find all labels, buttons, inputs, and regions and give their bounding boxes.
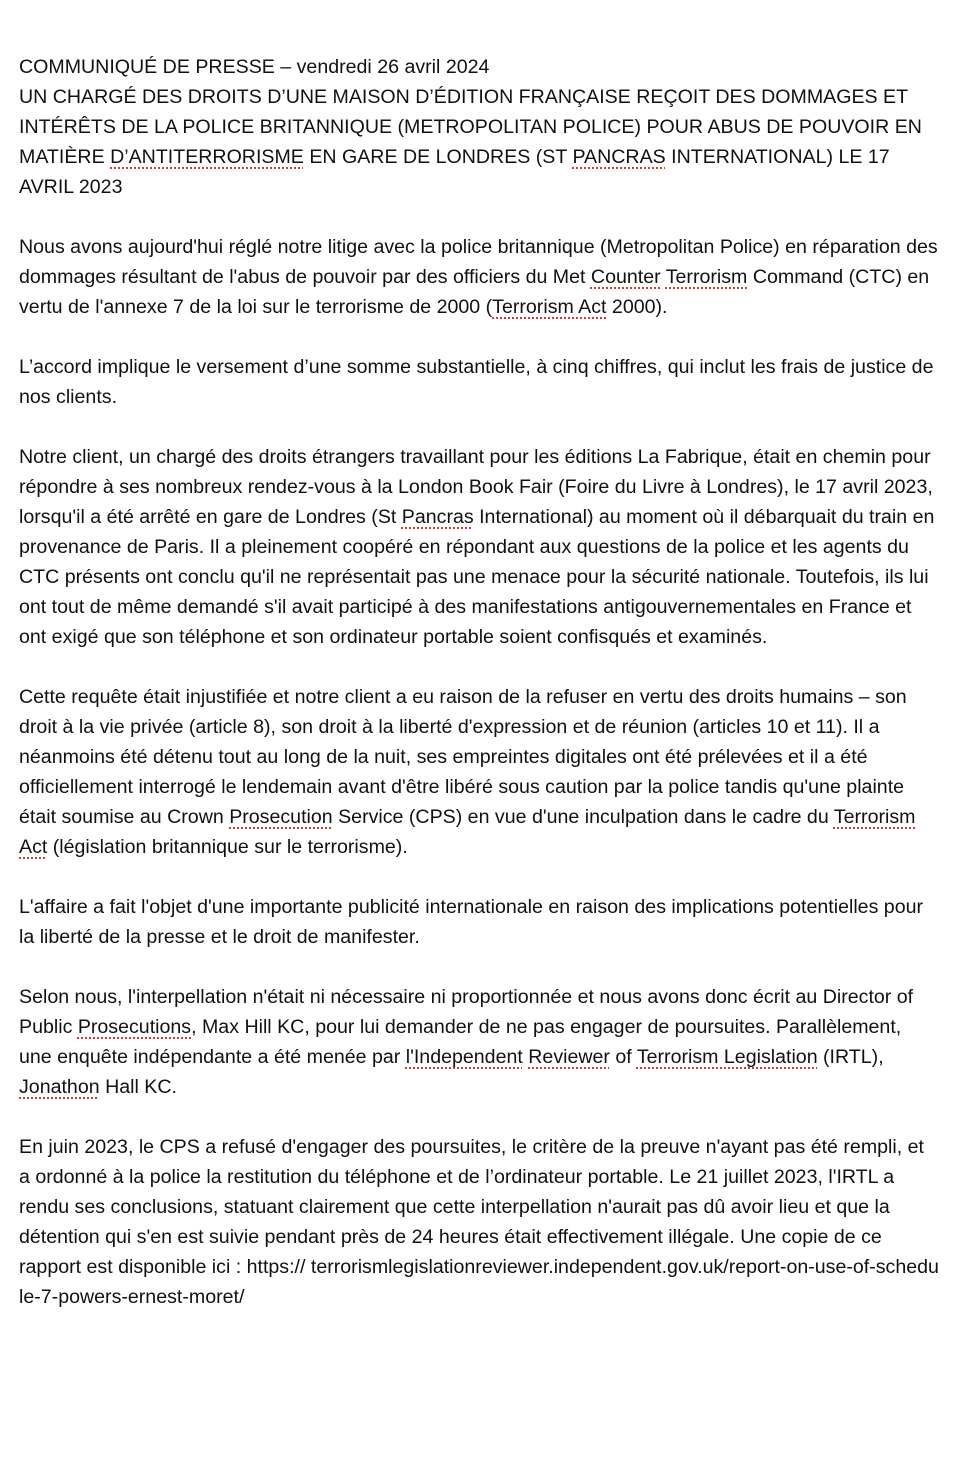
headline-text: EN GARE DE LONDRES (ST — [303, 146, 573, 168]
press-release-header — [19, 52, 939, 202]
spellcheck-word: Pancras — [401, 506, 474, 528]
paragraph-text: L'affaire a fait l'objet d'une importante publicité internationale en raison des implications potentielles pour la liberté de la presse et le droit de manifester. — [19, 896, 924, 948]
paragraph-text: Nous avons aujourd'hui réglé notre litige avec la police britannique (Metropolitan Police) en réparation des dommages résultant de l'abus de pouvoir par des officiers du Met — [19, 236, 938, 288]
paragraph-request — [19, 682, 939, 862]
spellcheck-word: Counter — [590, 266, 661, 288]
spellcheck-word: Terrorism Act — [19, 806, 916, 858]
spellcheck-word: Terrorism Act — [492, 296, 607, 318]
headline-text: INTERNATIONAL) LE 17 AVRIL 2023 — [19, 146, 890, 198]
paragraph-text: En juin 2023, le CPS a refusé d'engager des poursuites, le critère de la preuve n'ayant pas été rempli, et a ordonné à la police la restitution du téléphone et de l’ordinateur portable. Le 21 juillet 2023, l'IRTL a rendu ses conclusions, statuant clairement que cette interpellation n'aurait pas dû avoir lieu et que la détention qui s'en est suivie pendant près de 24 heures était effectivement illégale. Une copie de ce rapport est disponible ici : — [19, 1136, 924, 1278]
paragraph-text: (législation britannique sur le terrorisme). — [47, 836, 408, 858]
paragraph-outcome — [19, 1132, 939, 1312]
paragraph-text: of — [609, 1046, 637, 1068]
spellcheck-word: Reviewer — [528, 1046, 610, 1068]
press-release-body — [19, 52, 939, 1312]
paragraph-text: Hall KC. — [99, 1076, 177, 1098]
paragraph-text: Command (CTC) en vertu de l'annexe 7 de la loi sur le terrorisme de 2000 ( — [19, 266, 930, 318]
spellcheck-word: Prosecution — [229, 806, 333, 828]
paragraph-settlement — [19, 232, 939, 322]
paragraph-text: L’accord implique le versement d’une somme substantielle, à cinq chiffres, qui inclut les frais de justice de nos clients. — [19, 356, 934, 408]
paragraph-client — [19, 442, 939, 652]
report-url: https:// terrorismlegislationreviewer.independent.gov.uk/report-on-use-of-schedule-7-powers-ernest-moret/ — [19, 1256, 939, 1308]
paragraph-text: International) au moment où il débarquait du train en provenance de Paris. Il a pleinement coopéré en répondant aux questions de la police et les agents du CTC présents ont conclu qu'il ne représentait pas une menace pour la sécurité nationale. Toutefois, ils lui ont tout de même demandé s'il avait participé à des manifestations antigouvernementales en France et ont exigé que son téléphone et son ordinateur portable soient confisqués et examinés. — [19, 506, 935, 648]
paragraph-text: (IRTL), — [817, 1046, 884, 1068]
paragraph-text: Cette requête était injustifiée et notre client a eu raison de la refuser en vertu des droits humains – son droit à la vie privée (article 8), son droit à la liberté d'expression et de réunion (articles 10 et 11). Il a néanmoins été détenu tout au long de la nuit, ses empreintes digitales ont été prélevées et il a été officiellement interrogé le lendemain avant d'être libéré sous caution par la police tandis qu'une plainte était soumise au Crown — [19, 686, 907, 828]
paragraph-agreement — [19, 352, 939, 412]
paragraph-publicity — [19, 892, 939, 952]
paragraph-text: 2000). — [606, 296, 668, 318]
spellcheck-word: PANCRAS — [572, 146, 666, 168]
spellcheck-word: Prosecutions — [77, 1016, 192, 1038]
headline-text: UN CHARGÉ DES DROITS D’UNE MAISON D’ÉDITION FRANÇAISE REÇOIT DES DOMMAGES ET INTÉRÊTS DE LA POLICE BRITANNIQUE (METROPOLITAN POLICE) POUR ABUS DE POUVOIR EN MATIÈRE — [19, 86, 922, 168]
spellcheck-word: Jonathon — [19, 1076, 100, 1098]
paragraph-opinion — [19, 982, 939, 1102]
paragraph-text: Selon nous, l'interpellation n'était ni nécessaire ni proportionnée et nous avons donc écrit au Director of Public — [19, 986, 914, 1038]
dateline: COMMUNIQUÉ DE PRESSE – vendredi 26 avril 2024 — [19, 56, 490, 78]
paragraph-text: Service (CPS) en vue d'une inculpation dans le cadre du — [332, 806, 834, 828]
spellcheck-word: l'Independent — [405, 1046, 523, 1068]
spellcheck-word: D’ANTITERRORISME — [110, 146, 304, 168]
headline — [19, 86, 922, 198]
spellcheck-word: Terrorism Legislation — [636, 1046, 818, 1068]
paragraph-text: Notre client, un chargé des droits étrangers travaillant pour les éditions La Fabrique, était en chemin pour répondre à ses nombreux rendez-vous à la London Book Fair (Foire du Livre à Londres), le 17 avril 2023, lorsqu'il a été arrêté en gare de Londres (St — [19, 446, 933, 528]
spellcheck-word: Terrorism — [665, 266, 748, 288]
paragraph-text: , Max Hill KC, pour lui demander de ne pas engager de poursuites. Parallèlement, une enquête indépendante a été menée par — [19, 1016, 902, 1068]
